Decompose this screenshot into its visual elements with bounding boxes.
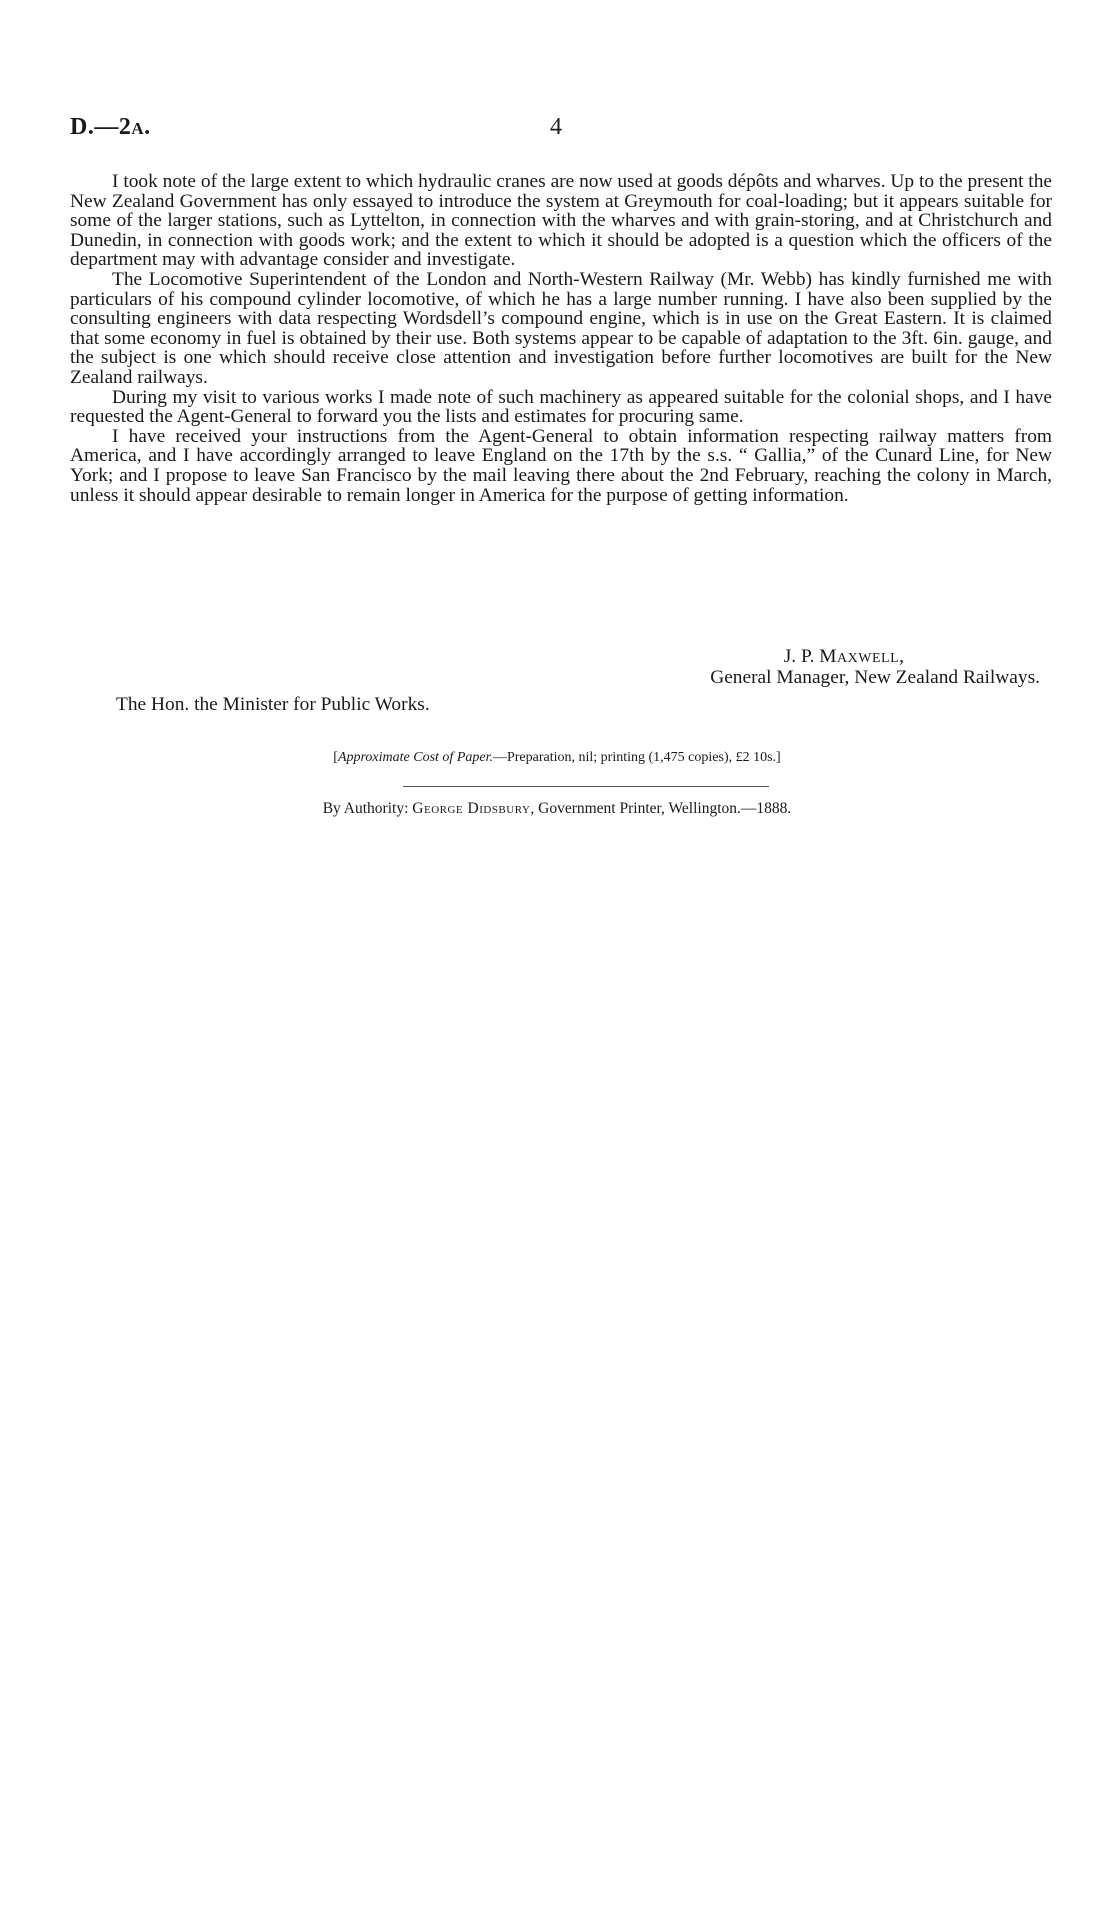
signatory-title: General Manager, New Zealand Railways. [710, 667, 1040, 688]
imprint-prefix: By Authority: [322, 800, 413, 817]
paragraph-hydraulic-cranes: I took note of the large extent to which hydraulic cranes are now used at goods dépôts and wharves. Up to the present the New Zealand Government has only essayed to introduce the system at Greymouth for coal-loading; but it appears suitable for some of the larger stations, such as Lyttelton, in connection with the wharves and with grain-storing, and at Christchurch and Dunedin, in connection with goods work; and the extent to which it should be adopted is a question which the officers of the department may with advantage consider and investigate. [70, 171, 1052, 271]
cost-note-label: Approximate Cost of Paper. [337, 750, 493, 765]
cost-note-detail: —Preparation, nil; printing (1,475 copies), £2 10s.] [492, 750, 781, 765]
page-number: 4 [550, 114, 562, 140]
page-header [70, 114, 1050, 144]
divider-rule [403, 786, 769, 787]
printer-imprint [0, 800, 1114, 818]
signature-block [70, 646, 1052, 688]
paragraph-compound-locomotive: The Locomotive Superintendent of the London and North-Western Railway (Mr. Webb) has kindly furnished me with particulars of his compound cylinder locomotive, of which he has a large number running. I have also been supplied by the consulting engineers with data respecting Wordsdell’s compound engine, which is in use on the Great Eastern. It is claimed that some economy in fuel is obtained by their use. Both systems appear to be capable of adaptation to the 3ft. 6in. gauge, and the subject is one which should receive close attention and investigation before further locomotives are built for the New Zealand railways. [70, 268, 1052, 388]
imprint-printer: George Didsbury [412, 800, 531, 817]
document-reference-main: D.—2 [70, 114, 132, 140]
document-reference [70, 114, 151, 141]
signatory-surname: Maxwell [819, 646, 900, 667]
document-reference-suffix: A [131, 119, 145, 138]
cost-note-bracket: [ [333, 750, 338, 765]
paragraph-machinery: During my visit to various works I made note of such machinery as appeared suitable for the colonial shops, and I have requested the Agent-General to forward you the lists and estimates for procuring same. [70, 386, 1052, 428]
cost-note [0, 750, 1114, 766]
paragraph-america-visit: I have received your instructions from the Agent-General to obtain information respecting railway matters from America, and I have accordingly arranged to leave England on the 17th by the s.s. “ Gallia,” of the Cunard Line, for New York; and I propose to leave San Francisco by the mail leaving there about the 2nd February, reaching the colony in March, unless it should appear desirable to remain longer in America for the purpose of getting information. [70, 425, 1052, 506]
signatory-name [70, 646, 1052, 667]
addressee: The Hon. the Minister for Public Works. [116, 694, 430, 715]
imprint-suffix: , Government Printer, Wellington.—1888. [530, 800, 792, 817]
signatory-comma: , [899, 646, 904, 667]
document-reference-end: . [144, 114, 151, 140]
letter-body [70, 172, 1052, 505]
signatory-initials: J. P. [783, 646, 820, 667]
